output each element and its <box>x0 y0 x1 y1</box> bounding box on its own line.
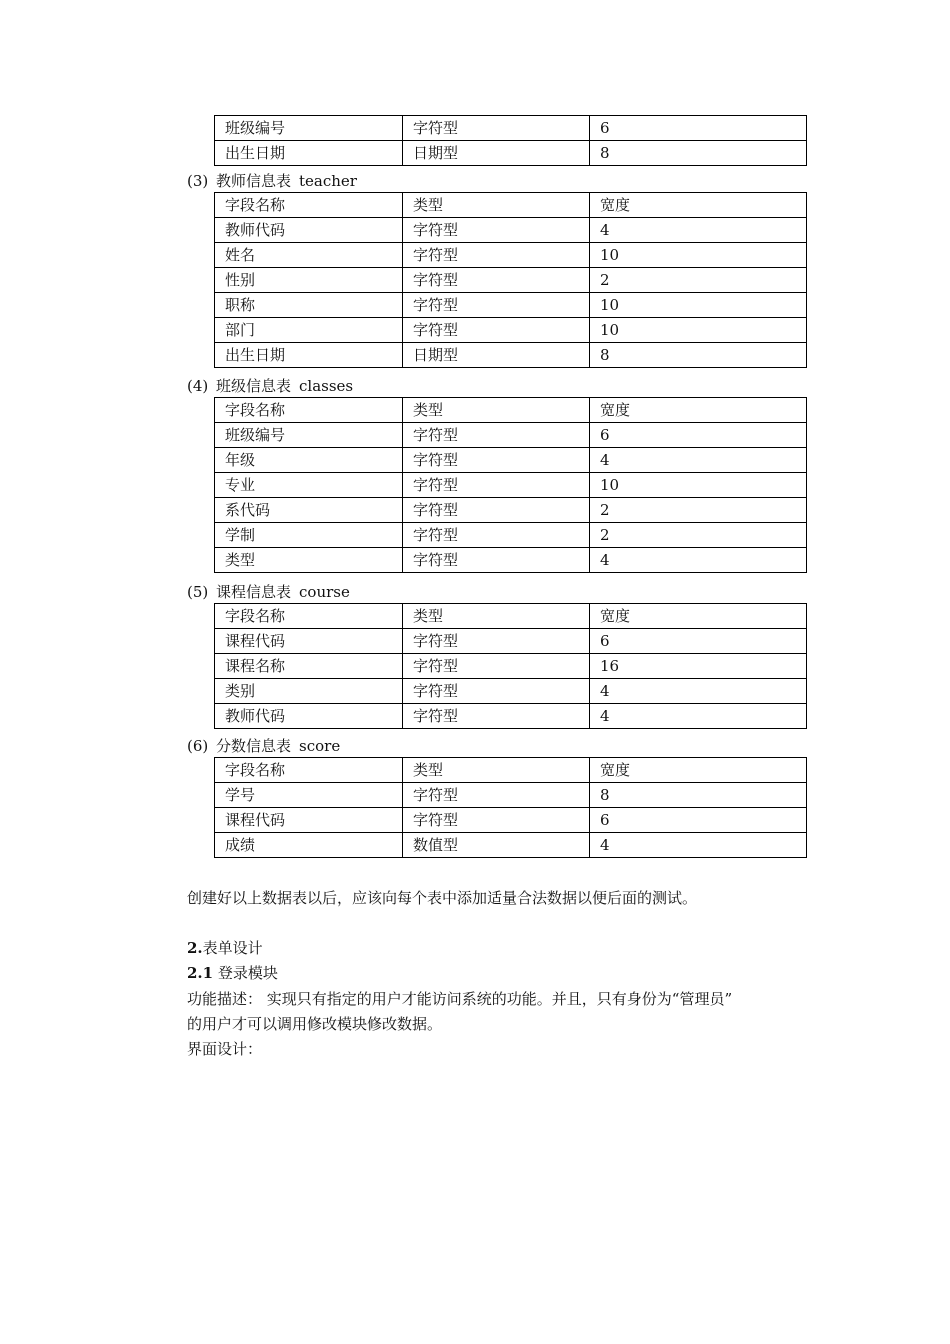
width-cell: 10 <box>590 243 807 268</box>
type-cell: 字符型 <box>403 548 590 573</box>
width-cell: 4 <box>590 833 807 858</box>
width-cell: 6 <box>590 116 807 141</box>
section-number: (6) <box>187 737 209 755</box>
header-cell: 字段名称 <box>215 604 403 629</box>
section-heading-classes <box>187 373 353 399</box>
width-cell: 8 <box>590 343 807 368</box>
field-name-cell: 课程名称 <box>215 654 403 679</box>
table-row <box>215 318 807 343</box>
width-cell: 2 <box>590 523 807 548</box>
table-row <box>215 268 807 293</box>
section-number: (5) <box>187 583 209 601</box>
function-description-line2: 的用户才可以调用修改模块修改数据。 <box>187 1015 443 1033</box>
heading-form-design <box>187 936 263 961</box>
section-heading-score <box>187 733 340 759</box>
table-row <box>215 343 807 368</box>
table-header-row <box>215 193 807 218</box>
field-name-cell: 成绩 <box>215 833 403 858</box>
type-cell: 字符型 <box>403 679 590 704</box>
width-cell: 4 <box>590 704 807 729</box>
header-cell: 类型 <box>403 758 590 783</box>
field-name-cell: 类别 <box>215 679 403 704</box>
field-name-cell: 职称 <box>215 293 403 318</box>
table-row <box>215 473 807 498</box>
type-cell: 字符型 <box>403 523 590 548</box>
type-cell: 字符型 <box>403 808 590 833</box>
field-name-cell: 学号 <box>215 783 403 808</box>
width-cell: 8 <box>590 783 807 808</box>
header-cell: 字段名称 <box>215 758 403 783</box>
width-cell: 4 <box>590 218 807 243</box>
field-name-cell: 班级编号 <box>215 423 403 448</box>
table-row <box>215 833 807 858</box>
width-cell: 16 <box>590 654 807 679</box>
section-heading-course <box>187 579 350 605</box>
heading-number: 2. <box>187 939 203 957</box>
table-row <box>215 293 807 318</box>
header-cell: 宽度 <box>590 758 807 783</box>
type-cell: 字符型 <box>403 293 590 318</box>
width-cell: 4 <box>590 548 807 573</box>
function-description-line1: 功能描述： 实现只有指定的用户才能访问系统的功能。并且，只有身份为“管理员” <box>187 990 733 1008</box>
table-row <box>215 498 807 523</box>
field-name-cell: 部门 <box>215 318 403 343</box>
section-table-name: score <box>299 737 341 755</box>
field-name-cell: 班级编号 <box>215 116 403 141</box>
field-name-cell: 系代码 <box>215 498 403 523</box>
heading-number: 2.1 <box>187 964 214 982</box>
table-row <box>215 218 807 243</box>
table-row <box>215 654 807 679</box>
field-name-cell: 出生日期 <box>215 343 403 368</box>
ui-design-label: 界面设计： <box>187 1040 263 1058</box>
width-cell: 2 <box>590 498 807 523</box>
table-row <box>215 116 807 141</box>
type-cell: 字符型 <box>403 448 590 473</box>
header-cell: 宽度 <box>590 398 807 423</box>
header-cell: 类型 <box>403 398 590 423</box>
section-table-name: classes <box>299 377 354 395</box>
type-cell: 字符型 <box>403 704 590 729</box>
field-name-cell: 课程代码 <box>215 808 403 833</box>
width-cell: 2 <box>590 268 807 293</box>
table-row <box>215 548 807 573</box>
field-name-cell: 姓名 <box>215 243 403 268</box>
width-cell: 10 <box>590 293 807 318</box>
table-row <box>215 141 807 166</box>
table-header-row <box>215 398 807 423</box>
type-cell: 字符型 <box>403 423 590 448</box>
type-cell: 字符型 <box>403 783 590 808</box>
type-cell: 字符型 <box>403 318 590 343</box>
section-title: 教师信息表 <box>216 172 292 190</box>
field-name-cell: 学制 <box>215 523 403 548</box>
table-row <box>215 523 807 548</box>
section-number: (4) <box>187 377 209 395</box>
heading-text: 登录模块 <box>217 964 278 982</box>
type-cell: 日期型 <box>403 141 590 166</box>
width-cell: 10 <box>590 318 807 343</box>
note-paragraph: 创建好以上数据表以后，应该向每个表中添加适量合法数据以便后面的测试。 <box>187 889 698 907</box>
heading-login-module <box>187 961 278 986</box>
width-cell: 10 <box>590 473 807 498</box>
header-cell: 字段名称 <box>215 193 403 218</box>
field-name-cell: 出生日期 <box>215 141 403 166</box>
table-row <box>215 808 807 833</box>
width-cell: 6 <box>590 808 807 833</box>
header-cell: 宽度 <box>590 193 807 218</box>
table-row <box>215 423 807 448</box>
field-name-cell: 类型 <box>215 548 403 573</box>
width-cell: 6 <box>590 423 807 448</box>
table-row <box>215 243 807 268</box>
table-student-continued <box>214 115 807 166</box>
type-cell: 字符型 <box>403 629 590 654</box>
table-header-row <box>215 604 807 629</box>
header-cell: 字段名称 <box>215 398 403 423</box>
width-cell: 4 <box>590 679 807 704</box>
header-cell: 宽度 <box>590 604 807 629</box>
table-row <box>215 629 807 654</box>
table-course <box>214 603 807 729</box>
type-cell: 字符型 <box>403 243 590 268</box>
field-name-cell: 专业 <box>215 473 403 498</box>
table-row <box>215 783 807 808</box>
type-cell: 日期型 <box>403 343 590 368</box>
table-score <box>214 757 807 858</box>
field-name-cell: 课程代码 <box>215 629 403 654</box>
width-cell: 8 <box>590 141 807 166</box>
field-name-cell: 年级 <box>215 448 403 473</box>
field-name-cell: 性别 <box>215 268 403 293</box>
field-name-cell: 教师代码 <box>215 704 403 729</box>
section-number: (3) <box>187 172 209 190</box>
section-title: 班级信息表 <box>216 377 292 395</box>
section-table-name: course <box>299 583 350 601</box>
header-cell: 类型 <box>403 604 590 629</box>
type-cell: 字符型 <box>403 498 590 523</box>
type-cell: 字符型 <box>403 473 590 498</box>
type-cell: 字符型 <box>403 654 590 679</box>
table-row <box>215 448 807 473</box>
type-cell: 数值型 <box>403 833 590 858</box>
table-header-row <box>215 758 807 783</box>
table-row <box>215 679 807 704</box>
section-heading-teacher <box>187 168 357 194</box>
table-row <box>215 704 807 729</box>
field-name-cell: 教师代码 <box>215 218 403 243</box>
width-cell: 6 <box>590 629 807 654</box>
type-cell: 字符型 <box>403 268 590 293</box>
section-table-name: teacher <box>299 172 357 190</box>
type-cell: 字符型 <box>403 218 590 243</box>
section-title: 分数信息表 <box>216 737 292 755</box>
width-cell: 4 <box>590 448 807 473</box>
section-title: 课程信息表 <box>216 583 292 601</box>
table-classes <box>214 397 807 573</box>
heading-text: 表单设计 <box>202 939 263 957</box>
table-teacher <box>214 192 807 368</box>
header-cell: 类型 <box>403 193 590 218</box>
type-cell: 字符型 <box>403 116 590 141</box>
